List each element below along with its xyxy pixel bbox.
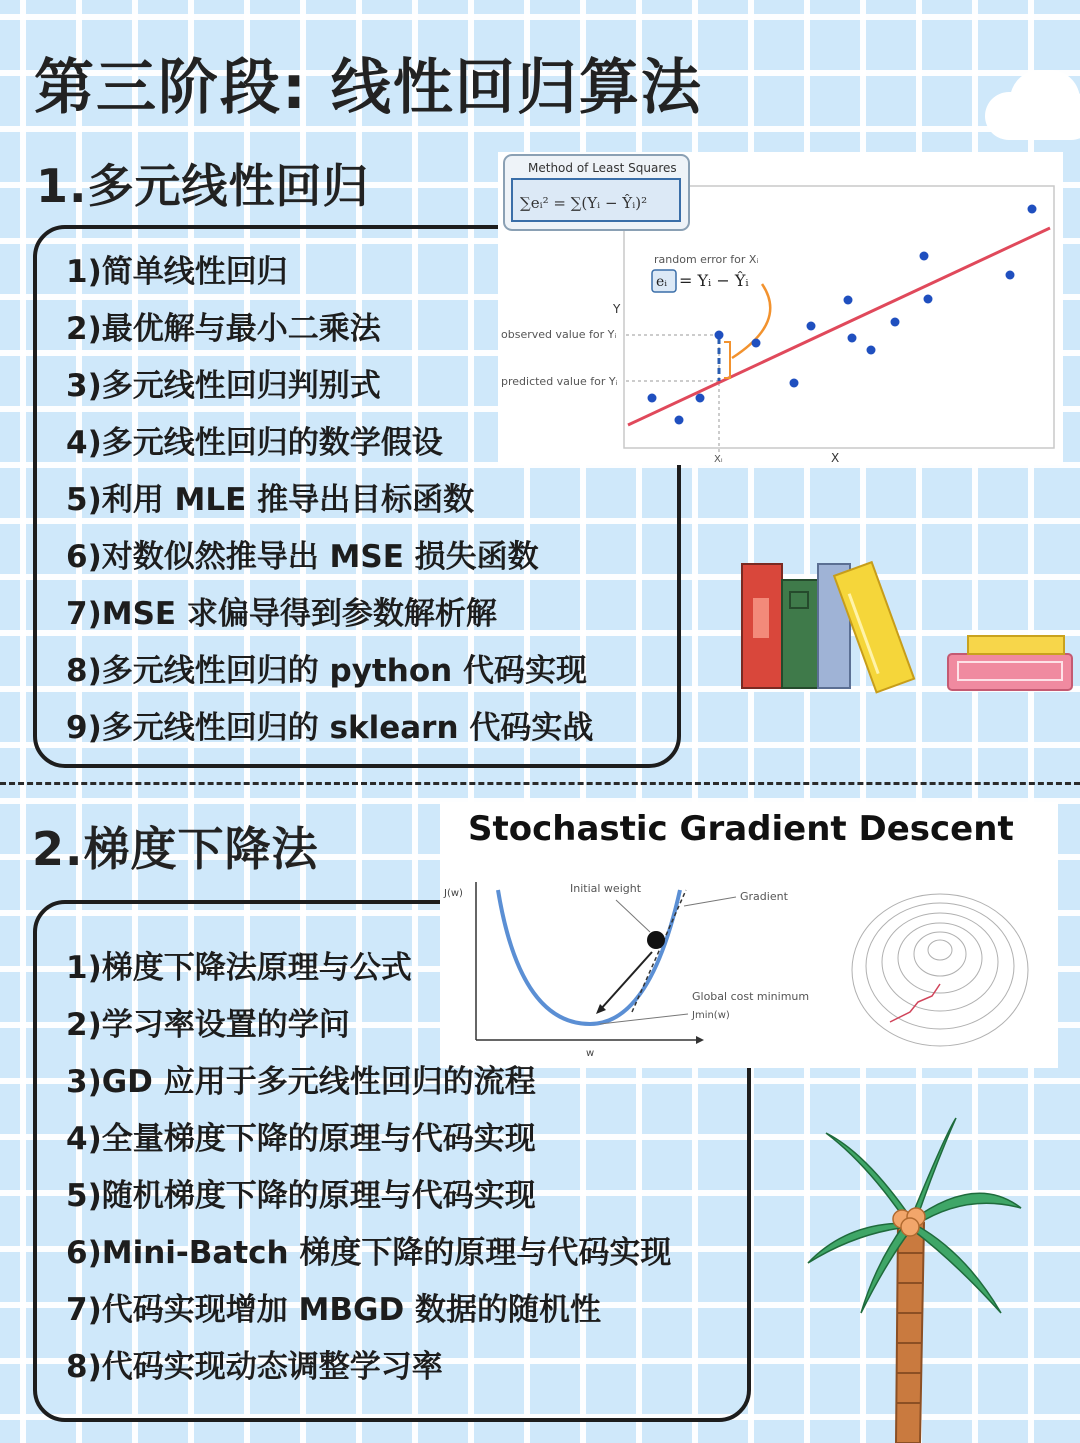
data-points: [648, 205, 1037, 425]
section1-heading: 1.多元线性回归: [36, 159, 370, 213]
data-point: [1006, 271, 1015, 280]
data-point: [807, 322, 816, 331]
sgd-plot: [440, 802, 1058, 1068]
list-item: 4)多元线性回归的数学假设: [66, 425, 443, 461]
random-error-label: random error for Xᵢ: [654, 253, 759, 266]
xi-label: Xᵢ: [714, 454, 723, 465]
least-squares-box-title: Method of Least Squares: [528, 161, 677, 175]
sgd-x-axis: w: [586, 1048, 595, 1059]
list-item: 1)梯度下降法原理与公式: [66, 950, 412, 986]
list-item: 3)GD 应用于多元线性回归的流程: [66, 1064, 536, 1100]
data-point: [1028, 205, 1037, 214]
data-point: [752, 339, 761, 348]
list-item: 1)简单线性回归: [66, 254, 288, 290]
list-item: 2)最优解与最小二乘法: [66, 311, 381, 347]
list-item: 9)多元线性回归的 sklearn 代码实战: [66, 710, 594, 746]
books-illustration: [738, 558, 1078, 708]
data-point: [696, 394, 705, 403]
list-item: 7)代码实现增加 MBGD 数据的随机性: [66, 1292, 601, 1328]
palm-trunk: [896, 1223, 924, 1443]
sgd-figure: [440, 802, 1058, 1068]
list-item: 8)代码实现动态调整学习率: [66, 1349, 443, 1385]
initial-weight-point: [647, 931, 665, 949]
least-squares-plot: [498, 152, 1063, 465]
x-axis-label: X: [831, 451, 840, 465]
palm-tree-illustration: [806, 1113, 1036, 1443]
list-item: 4)全量梯度下降的原理与代码实现: [66, 1121, 536, 1157]
section2-heading: 2.梯度下降法: [32, 822, 319, 876]
sgd-path: [890, 984, 940, 1022]
book-yellow-flat: [968, 636, 1064, 654]
data-point: [924, 295, 933, 304]
global-min-label: Global cost minimum: [692, 990, 810, 1003]
data-point: [648, 394, 657, 403]
section-divider: [0, 782, 1080, 785]
list-item: 6)对数似然推导出 MSE 损失函数: [66, 539, 539, 575]
list-item: 7)MSE 求偏导得到参数解析解: [66, 596, 497, 632]
data-point: [867, 346, 876, 355]
book-pink: [948, 654, 1072, 690]
page-title: 第三阶段: 线性回归算法: [34, 53, 703, 123]
contour-plot: [852, 894, 1028, 1046]
data-point: [675, 416, 684, 425]
error-symbol: eᵢ: [656, 274, 668, 290]
gradient-label: Gradient: [740, 890, 788, 903]
cloud-decoration-puff: [1010, 70, 1080, 130]
least-squares-formula: ∑eᵢ² = ∑(Yᵢ − Ŷᵢ)²: [520, 194, 648, 212]
list-item: 6)Mini-Batch 梯度下降的原理与代码实现: [66, 1235, 672, 1271]
list-item: 8)多元线性回归的 python 代码实现: [66, 653, 587, 689]
sgd-y-axis: J(w): [444, 888, 463, 899]
data-point: [715, 331, 724, 340]
list-item: 5)随机梯度下降的原理与代码实现: [66, 1178, 536, 1214]
cost-curve: [498, 890, 680, 1024]
observed-label: observed value for Yᵢ: [501, 328, 617, 341]
predicted-label: predicted value for Yᵢ: [501, 375, 618, 388]
book-green: [782, 580, 818, 688]
error-arrow: [732, 284, 770, 358]
data-point: [844, 296, 853, 305]
least-squares-figure: [498, 152, 1063, 465]
list-item: 5)利用 MLE 推导出目标函数: [66, 482, 475, 518]
data-point: [848, 334, 857, 343]
data-point: [790, 379, 799, 388]
sgd-title: Stochastic Gradient Descent: [468, 809, 1014, 849]
initial-weight-label: Initial weight: [570, 882, 642, 895]
list-item: 3)多元线性回归判别式: [66, 368, 381, 404]
jmin-label: Jmin(w): [692, 1010, 730, 1021]
data-point: [891, 318, 900, 327]
list-item: 2)学习率设置的学问: [66, 1007, 350, 1043]
data-point: [920, 252, 929, 261]
y-axis-label: Y: [613, 302, 621, 316]
error-formula: = Yᵢ − Ŷᵢ: [679, 271, 749, 290]
